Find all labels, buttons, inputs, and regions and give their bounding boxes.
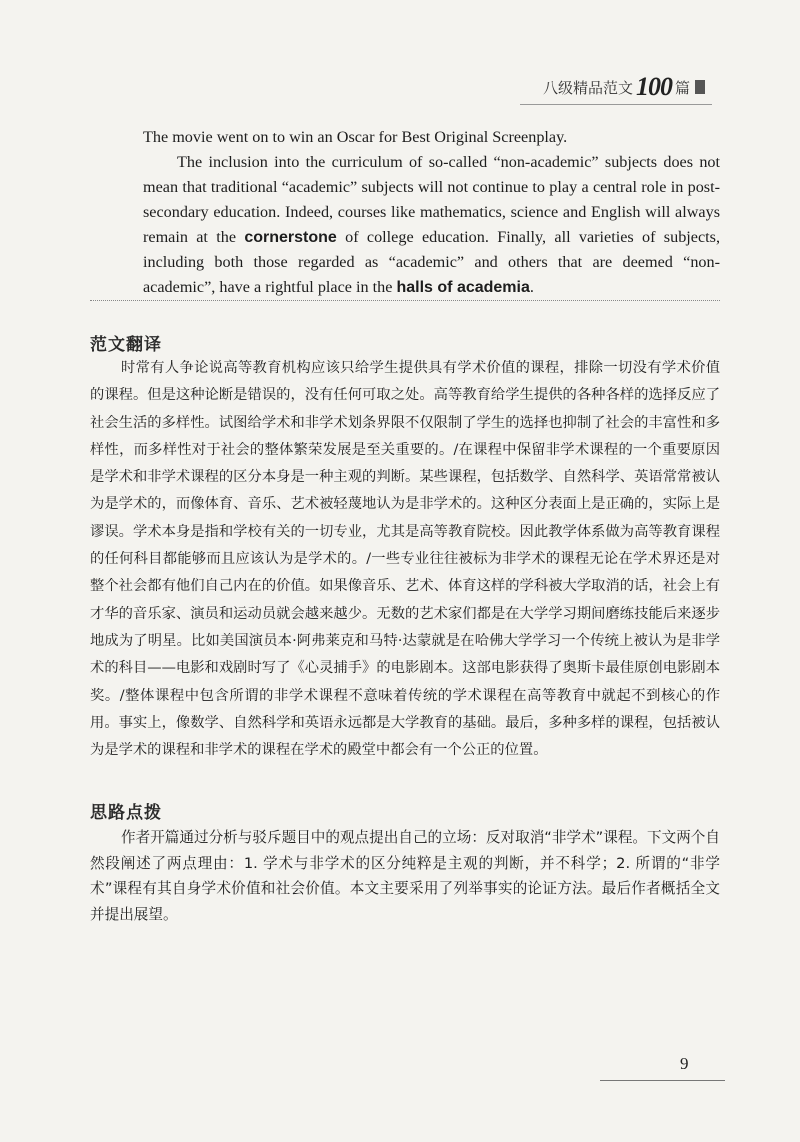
bold-term-halls-of-academia: halls of academia [396,279,530,296]
header-rule [520,104,712,105]
header-block-mark [695,80,705,94]
english-paragraph-2 [143,150,720,300]
section-separator [90,300,720,301]
running-header [543,72,705,102]
translation-text: 时常有人争论说高等教育机构应该只给学生提供具有学术价值的课程，排除一切没有学术价值的课程。但是这种论断是错误的，没有任何可取之处。高等教育给学生提供的各种各样的选择反应了社会生活的多样性。试图给学术和非学术划条界限不仅限制了学生的选择也抑制了社会的丰富性和多样性，而多样性对于社会的整体繁荣发展是至关重要的。/在课程中保留非学术课程的一个重要原因是学术和非学术课程的区分本身是一种主观的判断。某些课程，包括数学、自然科学、英语常常被认为是学术的，而像体育、音乐、艺术被轻蔑地认为是非学术的。这种区分表面上是正确的，实际上是谬误。学术本身是指和学校有关的一切专业，尤其是高等教育院校。因此教学体系做为高等教育课程的任何科目都能够而且应该认为是学术的。/一些专业往往被标为非学术的课程无论在学术界还是对整个社会都有他们自己内在的价值。如果像音乐、艺术、体育这样的学科被大学取消的话，社会上有才华的音乐家、演员和运动员就会越来越少。无数的艺术家们都是在大学学习期间磨练技能后来逐步地成为了明星。比如美国演员本·阿弗莱克和马特·达蒙就是在哈佛大学学习一个传统上被认为是非学术的科目——电影和戏剧时写了《心灵捕手》的电影剧本。这部电影获得了奥斯卡最佳原创电影剧本奖。/整体课程中包含所谓的非学术课程不意味着传统的学术课程在高等教育中就起不到核心的作用。事实上，像数学、自然科学和英语永远都是大学教育的基础。最后，多种多样的课程，包括被认为是学术的课程和非学术的课程在学术的殿堂中都会有一个公正的位置。 [90,360,720,759]
book-number: 100 [635,72,672,101]
english-text: The inclusion into the curriculum of so-called “non-academic” subjects does not mean that traditional “academic” subjects will not continue to play a central role in post-secondary education. Indeed, courses like mathematics, science and English will always remain at the [143,153,720,246]
book-title: 八级精品范文 [542,78,633,97]
translation-title: 范文翻译 [90,335,162,355]
footer-rule [600,1080,725,1081]
english-text: of college education. Finally, all varieties of subjects, including both those regarded as “academic” and others that are deemed “non-academic”, have a rightful place in the [143,228,720,296]
analysis-title: 思路点拨 [90,803,162,823]
english-text: . [529,278,534,296]
analysis-text: 作者开篇通过分析与驳斥题目中的观点提出自己的立场：反对取消“非学术”课程。下文两个自然段阐述了两点理由：1. 学术与非学术的区分纯粹是主观的判断，并不科学；2. 所谓的“非学术”课程有其自身学术价值和社会价值。本文主要采用了列举事实的论证方法。最后作者概括全文并提出展望。 [90,829,720,923]
book-suffix: 篇 [674,78,690,97]
english-line-1: The movie went on to win an Oscar for Best Original Screenplay. [143,128,568,146]
page-number: 9 [680,1054,689,1073]
bold-term-cornerstone: cornerstone [244,229,337,246]
english-essay-section [143,125,720,300]
